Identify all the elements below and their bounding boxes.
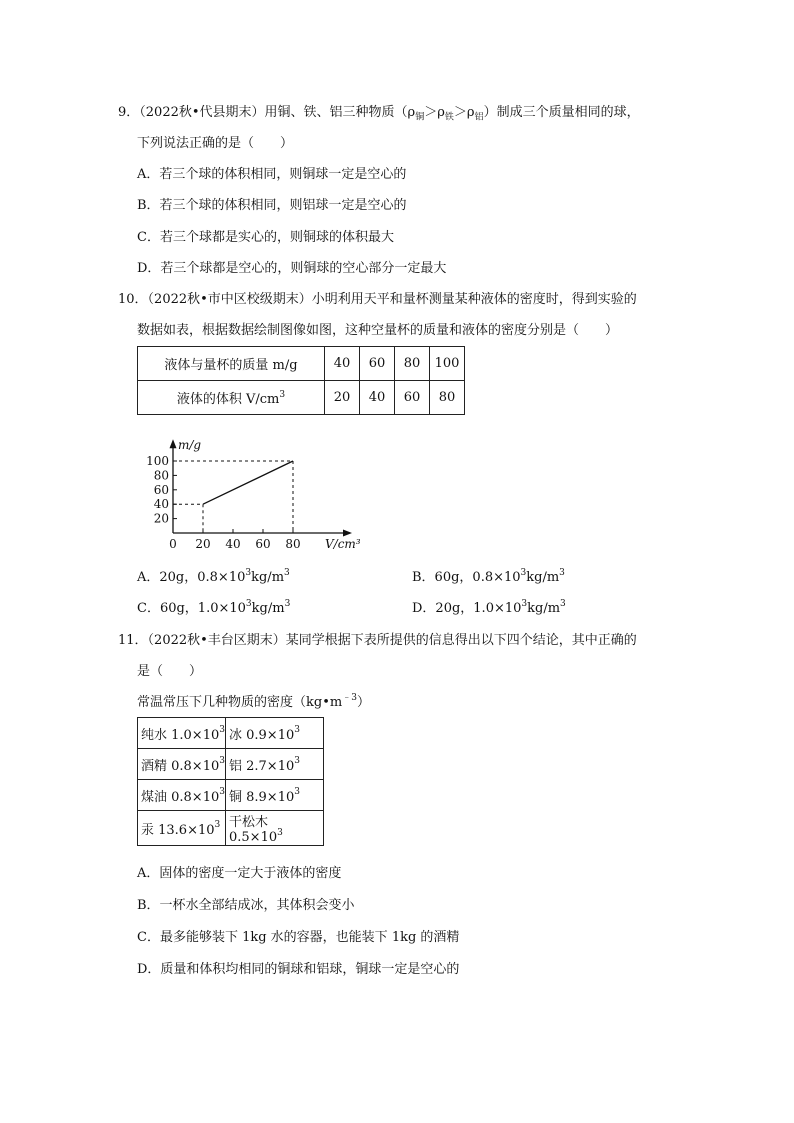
x-tick-label: 20 <box>195 537 211 551</box>
table-row <box>138 718 324 749</box>
q10-option-b[interactable]: B．60g，$0.8\times 10^3kg/m^3$ <box>412 567 565 585</box>
y-tick-label: 20 <box>153 511 169 526</box>
table-cell: 80 <box>430 381 465 415</box>
q11-option-a[interactable]: A．固体的密度一定大于液体的密度 <box>137 866 342 881</box>
table-cell: 60 <box>395 381 430 415</box>
q9-option-c[interactable]: C．若三个球都是实心的，则铜球的体积最大 <box>137 230 394 245</box>
table-cell: 80 <box>395 347 430 381</box>
table-cell: 汞 $13.6\times 10^3$ <box>138 811 226 846</box>
q9-option-d[interactable]: D．若三个球都是空心的，则铜球的空心部分一定最大 <box>137 261 447 276</box>
table-cell-label: 液体的体积 $V/cm^3$ <box>138 381 325 415</box>
table-cell-label: 液体与量杯的质量 m/g <box>138 347 325 381</box>
table-cell: 煤油 $0.8\times 10^3$ <box>138 780 226 811</box>
q10-stem-line2: 数据如表，根据数据绘制图像如图，这种空量杯的质量和液体的密度分别是（ ） <box>137 323 619 338</box>
q11-density-table <box>137 717 324 846</box>
q11-stem-line2: 是（ ） <box>137 664 203 679</box>
table-row <box>138 347 465 381</box>
q11-option-b[interactable]: B．一杯水全部结成冰，其体积会变小 <box>137 898 355 913</box>
q11-option-c[interactable]: C．最多能够装下 1kg 水的容器，也能装下 1kg 的酒精 <box>137 930 460 945</box>
table-cell: 铜 $8.9\times 10^3$ <box>226 780 324 811</box>
table-cell: 纯水 $1.0\times 10^3$ <box>138 718 226 749</box>
table-row <box>138 780 324 811</box>
table-row <box>138 811 324 846</box>
x-tick-label: 40 <box>225 537 241 551</box>
x-axis-label: V/cm³ <box>325 537 361 551</box>
q9-stem-line2: 下列说法正确的是（ ） <box>137 136 294 151</box>
table-row <box>138 381 465 415</box>
x-tick-label: 60 <box>255 537 271 551</box>
y-tick-label: 100 <box>146 454 169 468</box>
table-cell: 60 <box>360 347 395 381</box>
q11-table-caption: 常温常压下几种物质的密度$(kg•m^{﹣3})$ <box>137 692 370 710</box>
y-axis-arrow <box>170 439 177 448</box>
table-cell: 铝 $2.7\times 10^3$ <box>226 749 324 780</box>
q9-option-b[interactable]: B．若三个球的体积相同，则铝球一定是空心的 <box>137 198 407 213</box>
y-tick-label: 80 <box>153 468 169 483</box>
q10-data-table <box>137 346 465 415</box>
y-tick-label: 60 <box>153 482 169 497</box>
x-tick-label: 0 <box>169 537 177 551</box>
table-row <box>138 749 324 780</box>
data-line <box>203 461 293 504</box>
q9-option-a[interactable]: A．若三个球的体积相同，则铜球一定是空心的 <box>137 167 407 182</box>
table-cell: 20 <box>325 381 360 415</box>
q9-stem-line1: 9．（2022秋•代县期末）用铜、铁、铝三种物质$(\rho_铜>\rho_铁>\rho_铝)$制成三个质量相同的球， <box>118 105 640 123</box>
table-cell: 40 <box>360 381 395 415</box>
q10-option-a[interactable]: A．20g，$0.8\times 10^3kg/m^3$ <box>137 567 290 585</box>
y-axis-label: m/g <box>178 438 202 453</box>
table-cell: 酒精 $0.8\times 10^3$ <box>138 749 226 780</box>
q10-stem-line1: 10．（2022秋•市中区校级期末）小明利用天平和量杯测量某种液体的密度时，得到实验的 <box>118 292 637 307</box>
q10-mass-volume-graph <box>140 420 400 555</box>
table-cell: 干松木 $0.5\times 10^3$ <box>226 811 324 846</box>
x-tick-label: 80 <box>285 537 301 551</box>
q11-stem-line1: 11．（2022秋•丰台区期末）某同学根据下表所提供的信息得出以下四个结论，其中正确的 <box>118 633 637 648</box>
table-cell: 40 <box>325 347 360 381</box>
table-cell: 冰 $0.9\times 10^3$ <box>226 718 324 749</box>
q10-option-d[interactable]: D．20g，$1.0\times 10^3kg/m^3$ <box>412 598 566 616</box>
q11-option-d[interactable]: D．质量和体积均相同的铜球和铝球，铜球一定是空心的 <box>137 962 460 977</box>
x-axis-arrow <box>343 530 352 537</box>
q10-option-c[interactable]: C．60g，$1.0\times 10^3kg/m^3$ <box>137 598 291 616</box>
y-tick-label: 40 <box>153 497 169 512</box>
table-cell: 100 <box>430 347 465 381</box>
